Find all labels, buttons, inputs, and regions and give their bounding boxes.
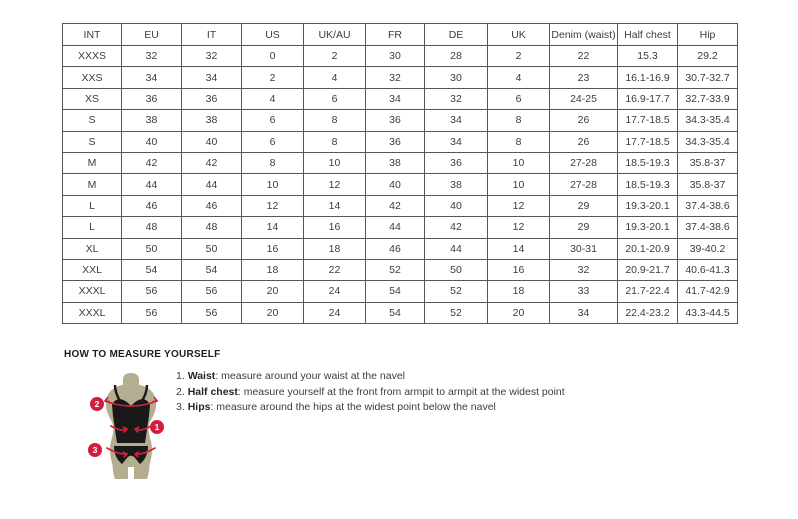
- size-cell: 52: [366, 259, 425, 280]
- size-cell: 54: [366, 302, 425, 323]
- size-cell: 27-28: [550, 152, 618, 173]
- step-label: Half chest: [187, 385, 238, 398]
- size-cell: 19.3-20.1: [618, 217, 678, 238]
- size-cell: 14: [488, 238, 550, 259]
- table-row: [63, 259, 738, 280]
- size-cell: 40: [182, 131, 242, 152]
- size-cell: 32: [366, 67, 425, 88]
- size-chart-table: [62, 23, 738, 324]
- size-cell: 36: [182, 88, 242, 109]
- size-cell: 36: [366, 131, 425, 152]
- size-cell: 42: [425, 217, 488, 238]
- size-cell: 34: [425, 131, 488, 152]
- size-cell: 16: [488, 259, 550, 280]
- column-header-hip: Hip: [678, 24, 738, 46]
- size-cell: 44: [182, 174, 242, 195]
- size-cell: 18: [304, 238, 366, 259]
- size-cell: 38: [425, 174, 488, 195]
- size-cell: 33: [550, 281, 618, 302]
- column-header-half-chest: Half chest: [618, 24, 678, 46]
- size-cell: 56: [182, 281, 242, 302]
- size-cell: 54: [366, 281, 425, 302]
- size-cell: 50: [425, 259, 488, 280]
- size-cell: 6: [488, 88, 550, 109]
- size-cell: 37.4-38.6: [678, 195, 738, 216]
- size-cell: 38: [182, 110, 242, 131]
- size-cell: 24: [304, 281, 366, 302]
- size-cell: 36: [366, 110, 425, 131]
- size-cell: 23: [550, 67, 618, 88]
- size-cell: 27-28: [550, 174, 618, 195]
- size-cell: 34: [425, 110, 488, 131]
- column-header-uk: UK: [488, 24, 550, 46]
- column-header-de: DE: [425, 24, 488, 46]
- column-header-eu: EU: [122, 24, 182, 46]
- size-cell: 32: [122, 46, 182, 67]
- size-cell: 24: [304, 302, 366, 323]
- size-cell: 42: [182, 152, 242, 173]
- size-cell: 30.7-32.7: [678, 67, 738, 88]
- step-number: 1.: [176, 370, 185, 382]
- column-header-int: INT: [63, 24, 122, 46]
- step-number: 3.: [176, 401, 185, 413]
- size-cell: 54: [182, 259, 242, 280]
- size-cell: XXL: [63, 259, 122, 280]
- size-cell: 32: [425, 88, 488, 109]
- step-text: : measure around your waist at the navel: [215, 370, 405, 382]
- size-cell: 44: [122, 174, 182, 195]
- size-cell: 26: [550, 110, 618, 131]
- size-cell: 38: [366, 152, 425, 173]
- size-cell: 10: [488, 174, 550, 195]
- column-header-it: IT: [182, 24, 242, 46]
- size-cell: 21.7-22.4: [618, 281, 678, 302]
- size-cell: 17.7-18.5: [618, 131, 678, 152]
- size-cell: 56: [182, 302, 242, 323]
- measure-step: [176, 402, 565, 413]
- size-cell: 50: [122, 238, 182, 259]
- measure-step: [176, 387, 565, 398]
- size-cell: 38: [122, 110, 182, 131]
- size-cell: 22: [550, 46, 618, 67]
- size-cell: 50: [182, 238, 242, 259]
- size-cell: 29.2: [678, 46, 738, 67]
- size-cell: 18.5-19.3: [618, 174, 678, 195]
- size-cell: 56: [122, 281, 182, 302]
- size-cell: 4: [488, 67, 550, 88]
- measure-heading: HOW TO MEASURE YOURSELF: [64, 349, 221, 360]
- step-number: 2.: [176, 385, 185, 398]
- size-cell: 40.6-41.3: [678, 259, 738, 280]
- size-cell: L: [63, 217, 122, 238]
- size-cell: 41.7-42.9: [678, 281, 738, 302]
- size-cell: 18: [488, 281, 550, 302]
- size-cell: 14: [242, 217, 304, 238]
- size-cell: XXXS: [63, 46, 122, 67]
- size-cell: 4: [304, 67, 366, 88]
- size-cell: 40: [366, 174, 425, 195]
- size-cell: 12: [488, 195, 550, 216]
- marker-hips-number: 3: [92, 445, 98, 455]
- marker-waist-number: 1: [154, 422, 160, 432]
- size-cell: 10: [304, 152, 366, 173]
- size-cell: 14: [304, 195, 366, 216]
- size-cell: 2: [304, 46, 366, 67]
- size-cell: 30: [366, 46, 425, 67]
- size-cell: 8: [488, 131, 550, 152]
- table-row: [63, 67, 738, 88]
- size-cell: 6: [304, 88, 366, 109]
- table-row: [63, 88, 738, 109]
- size-cell: M: [63, 174, 122, 195]
- size-cell: 16: [242, 238, 304, 259]
- size-cell: 8: [488, 110, 550, 131]
- size-cell: 0: [242, 46, 304, 67]
- size-cell: 8: [242, 152, 304, 173]
- size-cell: 20: [242, 302, 304, 323]
- size-cell: 22.4-23.2: [618, 302, 678, 323]
- size-cell: 46: [182, 195, 242, 216]
- size-cell: 52: [425, 281, 488, 302]
- step-text: : measure yourself at the front from armpit to armpit at the widest point: [237, 385, 565, 398]
- column-header-uk-au: UK/AU: [304, 24, 366, 46]
- size-cell: 29: [550, 217, 618, 238]
- size-cell: 16: [304, 217, 366, 238]
- size-cell: 26: [550, 131, 618, 152]
- size-cell: 35.8-37: [678, 152, 738, 173]
- mannequin-measure-illustration: [86, 371, 168, 481]
- step-label: Hips: [187, 401, 211, 413]
- table-row: [63, 281, 738, 302]
- size-cell: 15.3: [618, 46, 678, 67]
- size-cell: 8: [304, 110, 366, 131]
- size-cell: 42: [366, 195, 425, 216]
- size-cell: XXXL: [63, 302, 122, 323]
- size-cell: 46: [366, 238, 425, 259]
- measure-instructions-list: [176, 371, 565, 418]
- size-cell: M: [63, 152, 122, 173]
- size-cell: 16.1-16.9: [618, 67, 678, 88]
- table-row: [63, 217, 738, 238]
- size-cell: 32: [182, 46, 242, 67]
- table-row: [63, 110, 738, 131]
- size-cell: 22: [304, 259, 366, 280]
- size-chart-body: [63, 46, 738, 324]
- size-cell: 39-40.2: [678, 238, 738, 259]
- size-cell: XL: [63, 238, 122, 259]
- size-cell: 34: [122, 67, 182, 88]
- size-cell: 34.3-35.4: [678, 110, 738, 131]
- size-cell: 16.9-17.7: [618, 88, 678, 109]
- table-row: [63, 46, 738, 67]
- column-header-fr: FR: [366, 24, 425, 46]
- size-cell: 37.4-38.6: [678, 217, 738, 238]
- size-cell: XS: [63, 88, 122, 109]
- size-cell: 46: [122, 195, 182, 216]
- size-cell: 10: [488, 152, 550, 173]
- header-row: [63, 24, 738, 46]
- marker-bust-number: 2: [94, 399, 100, 409]
- measure-step: [176, 371, 565, 382]
- table-row: [63, 302, 738, 323]
- size-cell: 17.7-18.5: [618, 110, 678, 131]
- size-cell: 48: [182, 217, 242, 238]
- size-cell: 28: [425, 46, 488, 67]
- size-cell: 36: [122, 88, 182, 109]
- size-cell: 30-31: [550, 238, 618, 259]
- column-header-us: US: [242, 24, 304, 46]
- size-cell: 35.8-37: [678, 174, 738, 195]
- size-cell: L: [63, 195, 122, 216]
- size-cell: 2: [488, 46, 550, 67]
- size-cell: 2: [242, 67, 304, 88]
- table-row: [63, 174, 738, 195]
- size-cell: 40: [425, 195, 488, 216]
- size-cell: 54: [122, 259, 182, 280]
- size-cell: 18: [242, 259, 304, 280]
- table-row: [63, 152, 738, 173]
- size-cell: XXXL: [63, 281, 122, 302]
- size-cell: 40: [122, 131, 182, 152]
- table-row: [63, 238, 738, 259]
- size-cell: 48: [122, 217, 182, 238]
- table-row: [63, 131, 738, 152]
- size-cell: 34: [182, 67, 242, 88]
- size-cell: 43.3-44.5: [678, 302, 738, 323]
- step-text: : measure around the hips at the widest point below the navel: [210, 401, 496, 413]
- size-cell: 30: [425, 67, 488, 88]
- size-cell: 8: [304, 131, 366, 152]
- column-header-denim-waist-: Denim (waist): [550, 24, 618, 46]
- size-cell: 42: [122, 152, 182, 173]
- size-cell: 20: [488, 302, 550, 323]
- size-cell: 52: [425, 302, 488, 323]
- size-cell: 29: [550, 195, 618, 216]
- size-chart-header: [63, 24, 738, 46]
- size-cell: 10: [242, 174, 304, 195]
- size-cell: 32.7-33.9: [678, 88, 738, 109]
- size-cell: 34: [366, 88, 425, 109]
- size-cell: 56: [122, 302, 182, 323]
- size-cell: 12: [242, 195, 304, 216]
- size-cell: 6: [242, 131, 304, 152]
- size-cell: XXS: [63, 67, 122, 88]
- size-cell: 18.5-19.3: [618, 152, 678, 173]
- size-cell: 34: [550, 302, 618, 323]
- table-row: [63, 195, 738, 216]
- size-cell: 44: [425, 238, 488, 259]
- size-cell: 4: [242, 88, 304, 109]
- step-label: Waist: [187, 370, 216, 382]
- size-cell: 34.3-35.4: [678, 131, 738, 152]
- size-cell: 6: [242, 110, 304, 131]
- size-cell: 20.9-21.7: [618, 259, 678, 280]
- size-cell: 32: [550, 259, 618, 280]
- size-cell: 19.3-20.1: [618, 195, 678, 216]
- size-cell: 24-25: [550, 88, 618, 109]
- size-cell: 12: [488, 217, 550, 238]
- size-cell: 36: [425, 152, 488, 173]
- size-cell: 44: [366, 217, 425, 238]
- size-cell: S: [63, 131, 122, 152]
- size-cell: S: [63, 110, 122, 131]
- size-cell: 20.1-20.9: [618, 238, 678, 259]
- size-cell: 20: [242, 281, 304, 302]
- size-cell: 12: [304, 174, 366, 195]
